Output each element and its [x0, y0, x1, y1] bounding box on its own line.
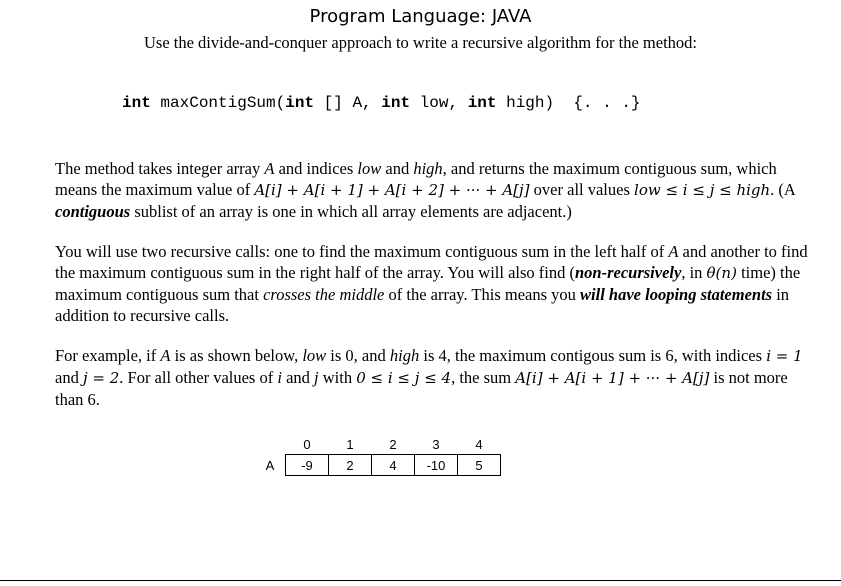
- code-keyword: int: [381, 94, 411, 112]
- text: , and returns the maximum contiguous sum, which means the maximum value of: [55, 159, 777, 199]
- text: A: [264, 159, 275, 178]
- array-value: 2: [329, 455, 372, 476]
- text: is 0, and: [326, 346, 390, 365]
- array-value: 4: [372, 455, 415, 476]
- code-text: [] A,: [314, 94, 382, 112]
- text: is not more than 6.: [55, 368, 788, 409]
- code-text: maxContigSum(: [150, 94, 286, 112]
- paragraph-example: [55, 345, 810, 410]
- text: crosses the middle: [263, 285, 385, 304]
- code-text: low,: [410, 94, 468, 112]
- math-expression: low ≤ i ≤ j ≤ high: [634, 181, 771, 199]
- text: You will use two recursive calls: one to find the maximum contiguous sum in the left half of: [55, 242, 669, 261]
- text: i: [277, 368, 282, 387]
- math-expression: i = 1: [766, 347, 803, 365]
- text: low: [302, 346, 327, 365]
- text: is as shown below,: [170, 346, 303, 365]
- text: , the sum: [451, 368, 516, 387]
- text: will have looping statements: [580, 285, 773, 304]
- math-expression: j = 2: [82, 369, 120, 387]
- text: The method takes integer array: [55, 159, 265, 178]
- text: A: [668, 242, 679, 261]
- math-expression: A[i] + A[i + 1] + ··· + A[j]: [515, 369, 710, 387]
- array-index: 3: [432, 436, 440, 452]
- text: with: [318, 368, 357, 387]
- text: and indices: [274, 159, 358, 178]
- math-expression: θ(n): [706, 264, 737, 282]
- array-index: 2: [389, 436, 397, 452]
- code-keyword: int: [467, 94, 497, 112]
- text: over all values: [529, 180, 635, 199]
- text: of the array. This means you: [384, 285, 581, 304]
- text: in addition to recursive calls.: [55, 285, 790, 325]
- array-value: -9: [286, 455, 329, 476]
- text: non-recursively: [574, 263, 682, 282]
- text: j: [314, 368, 319, 387]
- text: . (A: [770, 180, 795, 199]
- text: For example, if: [55, 346, 161, 365]
- example-array-table: [255, 434, 501, 476]
- paragraph-recursive-calls: [55, 241, 810, 326]
- text: , in: [681, 263, 707, 282]
- text: time) the maximum contiguous sum that: [55, 263, 801, 304]
- array-value: -10: [415, 455, 458, 476]
- code-text: high) {. . .}: [496, 94, 641, 112]
- code-keyword: int: [122, 94, 151, 112]
- array-value-row: [255, 455, 501, 476]
- instruction-text: Use the divide-and-conquer approach to write a recursive algorithm for the method:: [143, 33, 697, 52]
- array-index: 0: [303, 436, 311, 452]
- array-name: A: [265, 457, 275, 473]
- text: and: [281, 368, 315, 387]
- array-index: 1: [346, 436, 354, 452]
- array-index: 4: [475, 436, 483, 452]
- math-expression: A[i] + A[i + 1] + A[i + 2] + ··· + A[j]: [254, 181, 530, 199]
- array-index-row: [255, 434, 501, 455]
- text: A: [160, 346, 171, 365]
- text: and: [55, 368, 83, 387]
- text: and another to find the maximum contiguous sum in the right half of the array. You will also find (: [55, 242, 808, 282]
- text: sublist of an array is one in which all array elements are adjacent.): [130, 202, 572, 221]
- text: and: [381, 159, 414, 178]
- text: . For all other values of: [119, 368, 278, 387]
- divider: [0, 580, 841, 581]
- array-value: 5: [458, 455, 501, 476]
- code-keyword: int: [285, 94, 315, 112]
- blank-cell: [255, 434, 286, 455]
- method-signature: [122, 94, 641, 112]
- page-title: Program Language: JAVA: [309, 6, 532, 27]
- math-expression: 0 ≤ i ≤ j ≤ 4: [356, 369, 452, 387]
- text: contiguous: [55, 202, 131, 221]
- text: low: [357, 159, 382, 178]
- text: high: [413, 159, 443, 178]
- text: is 4, the maximum contigous sum is 6, with indices: [419, 346, 767, 365]
- text: high: [389, 346, 420, 365]
- paragraph-method-description: [55, 158, 810, 222]
